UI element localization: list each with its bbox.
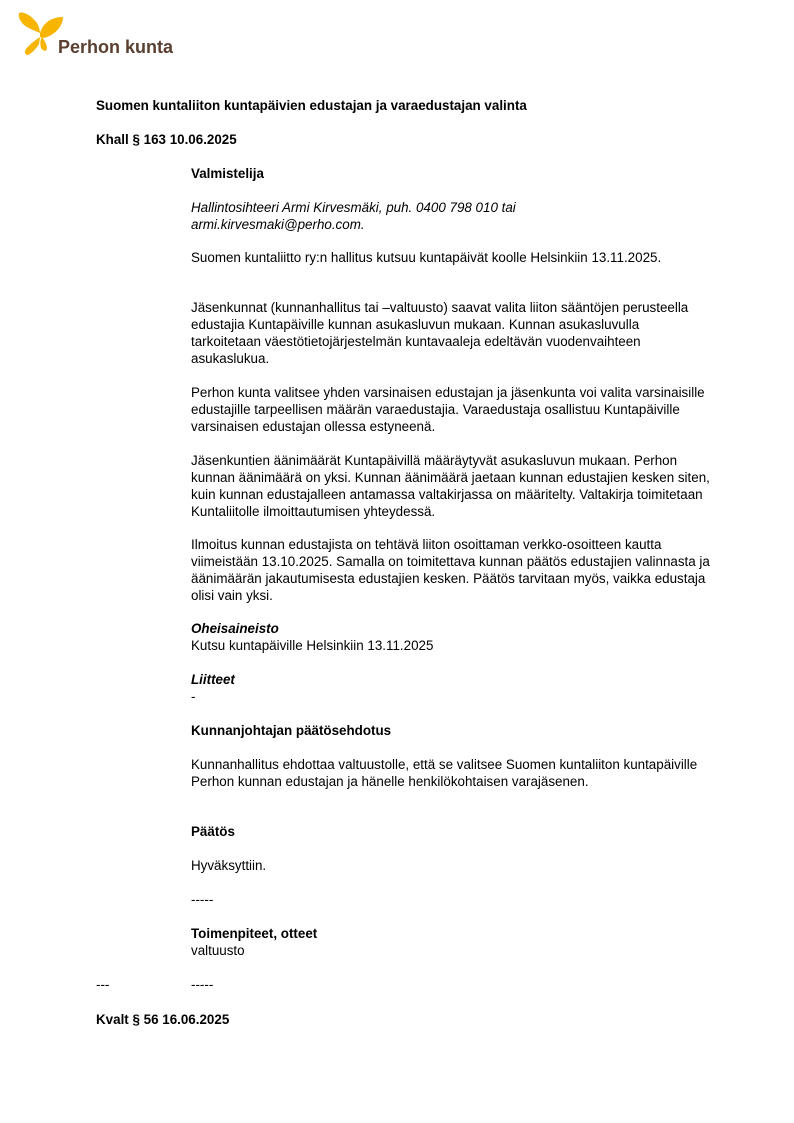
proposal-text: [191, 756, 711, 790]
body-text: Kunnanhallitus ehdottaa valtuustolle, että se valitsee Suomen kuntaliiton kuntapäiville Perhon kunnan edustajan ja hänelle henkilökohtaisen varajäsenen.: [191, 757, 698, 789]
attachments-section: [191, 620, 711, 654]
separator-1: [191, 891, 711, 908]
perho-logo: [17, 11, 187, 61]
proposal-heading: [191, 722, 711, 739]
document-title: Suomen kuntaliiton kuntapäivien edustajan ja varaedustajan valinta: [96, 98, 527, 113]
paragraph-2: [191, 299, 711, 367]
body-text: Suomen kuntaliitto ry:n hallitus kutsuu kuntapäivät koolle Helsinkiin 13.11.2025.: [191, 250, 662, 265]
actions-section: [191, 925, 711, 959]
section-heading: Päätös: [191, 824, 235, 839]
section-heading: Kunnanjohtajan päätösehdotus: [191, 723, 392, 738]
preparer-email: armi.kirvesmaki@perho.com.: [191, 217, 365, 232]
separator-2: [191, 976, 711, 993]
section-heading: Oheisaineisto: [191, 621, 279, 636]
separator: -----: [191, 892, 214, 907]
preparer-info: [191, 199, 711, 233]
section-heading: Valmistelija: [191, 166, 264, 181]
paragraph-1: [191, 249, 711, 266]
decision-heading: [191, 823, 711, 840]
attachment-item: Kutsu kuntapäiville Helsinkiin 13.11.2025: [191, 638, 434, 653]
logo-text: Perhon kunta: [58, 37, 174, 57]
section-heading: Toimenpiteet, otteet: [191, 926, 318, 941]
paragraph-3: [191, 384, 711, 435]
appendices-section: [191, 671, 711, 705]
body-text: Jäsenkuntien äänimäärät Kuntapäivillä määräytyvät asukasluvun mukaan. Perhon kunnan äänimäärä on yksi. Kunnan äänimäärä jaetaan kunnan edustajien kesken siten, kuin kunnan edustajalleen antamassa valtakirjassa on määritelty. Valtakirja toimitetaan Kuntaliitolle ilmoittautumisen yhteydessä.: [191, 453, 710, 519]
paragraph-5: [191, 536, 711, 604]
body-text: Perhon kunta valitsee yhden varsinaisen edustajan ja jäsenkunta voi valita varsinaisille edustajille tarpeellisen määrän varaedustajia. Varaedustaja osallistuu Kuntapäiville varsinaisen edustajan ollessa estyneenä.: [191, 385, 705, 434]
appendix-item: -: [191, 689, 196, 704]
left-separator: ---: [96, 977, 110, 992]
khall-reference: Khall § 163 10.06.2025: [96, 132, 237, 147]
body-text: Hyväksyttiin.: [191, 858, 267, 873]
body-text: Jäsenkunnat (kunnanhallitus tai –valtuusto) saavat valita liiton sääntöjen perusteella edustajia Kuntapäiville kunnan asukasluvun mukaan. Kunnan asukasluvulla tarkoitetaan väestötietojärjestelmän kuntavaaleja edeltävän vuodenvaihteen asukaslukua.: [191, 300, 689, 366]
body-text: valtuusto: [191, 943, 245, 958]
preparer-line: Hallintosihteeri Armi Kirvesmäki, puh. 0400 798 010 tai: [191, 200, 516, 215]
paragraph-4: [191, 452, 711, 520]
body-text: Ilmoitus kunnan edustajista on tehtävä liiton osoittaman verkko-osoitteen kautta viimeistään 13.10.2025. Samalla on toimitettava kunnan päätös edustajien valinnasta ja äänimäärän jakautumisesta edustajien kesken. Päätös tarvitaan myös, vaikka edustaja olisi vain yksi.: [191, 537, 710, 603]
preparer-heading: [191, 165, 711, 182]
kvalt-reference: Kvalt § 56 16.06.2025: [96, 1012, 230, 1027]
section-heading: Liitteet: [191, 672, 235, 687]
decision-text: [191, 857, 711, 874]
separator: -----: [191, 977, 214, 992]
